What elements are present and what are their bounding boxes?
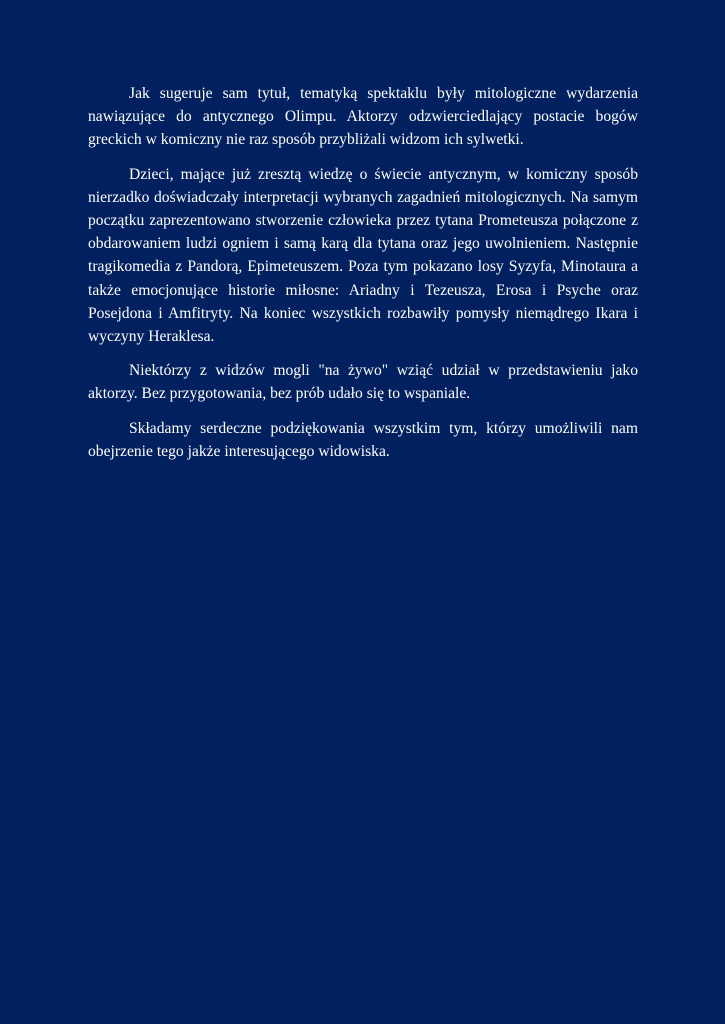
paragraph-title-intro: Jak sugeruje sam tytuł, tematyką spektaklu były mitologiczne wydarzenia nawiązujące do antycznego Olimpu. Aktorzy odzwierciedlający postacie bogów greckich w komiczny nie raz sposób przybliżali widzom ich sylwetki. [88, 85, 638, 149]
paragraph-thanks: Składamy serdeczne podziękowania wszystkim tym, którzy umożliwili nam obejrzenie tego jakże interesującego widowiska. [88, 419, 638, 460]
paragraph-mythology-scenes: Dzieci, mające już zresztą wiedzę o świecie antycznym, w komiczny sposób nierzadko doświadczały interpretacji wybranych zagadnień mitologicznych. Na samym początku zaprezentowano stworzenie człowieka przez tytana Prometeusza połączone z obdarowaniem ludzi ogniem i samą karą dla tytana oraz jego uwolnieniem. Następnie tragikomedia z Pandorą, Epimeteuszem. Poza tym pokazano losy Syzyfa, Minotaura a także emocjonujące historie miłosne: Ariadny i Tezeusza, Erosa i Psyche oraz Posejdona i Amfitryty. Na koniec wszystkich rozbawiły pomysły niemądrego Ikara i wyczyny Heraklesa. [88, 165, 638, 346]
paragraph-audience-participation: Niektórzy z widzów mogli "na żywo" wziąć udział w przedstawieniu jako aktorzy. Bez przygotowania, bez prób udało się to wspaniale. [88, 362, 638, 403]
article-body [88, 82, 638, 463]
